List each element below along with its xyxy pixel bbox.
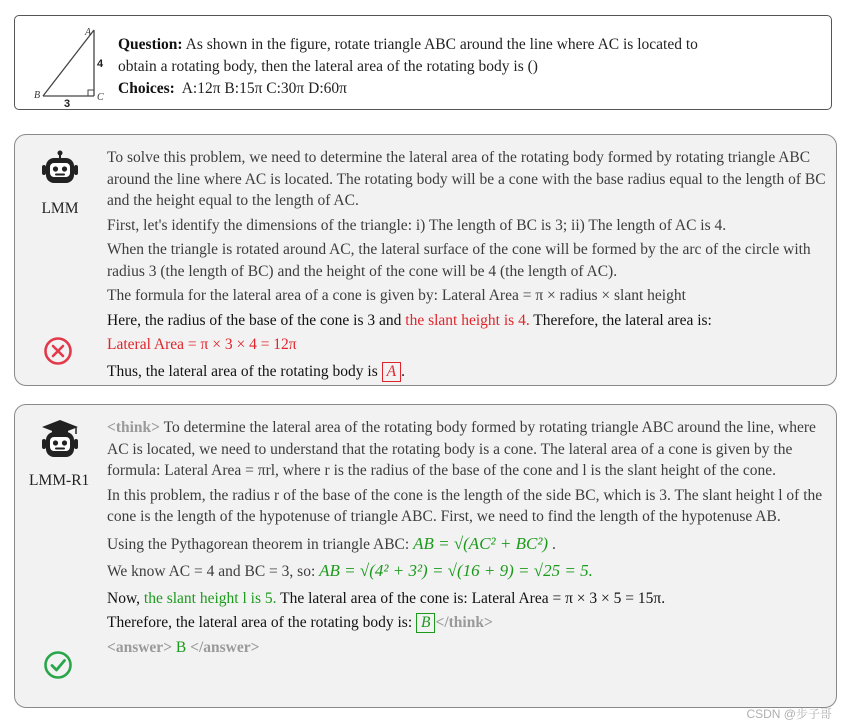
lmm-label: LMM — [41, 200, 79, 217]
vertex-c: C — [97, 92, 104, 103]
choices-text: A:12π B:15π C:30π D:60π — [181, 80, 347, 97]
lmm-wrong-formula: Lateral Area = π × 3 × 4 = 12π — [107, 336, 297, 353]
r1-paragraph-4 — [107, 560, 833, 583]
r1-hypotenuse-calc: AB = √(4² + 3²) = √(16 + 9) = √25 = 5. — [319, 561, 593, 580]
lmm-answer-box: A — [382, 362, 401, 382]
lmm-p5-start: Here, the radius of the base of the cone is 3 and — [107, 311, 406, 329]
choices-label: Choices: — [118, 80, 175, 97]
label-ac-length: 4 — [97, 58, 104, 70]
question-text — [118, 34, 818, 100]
r1-p3-start: Using the Pythagorean theorem in triangle ABC: — [107, 535, 414, 553]
side-ab — [43, 30, 94, 96]
r1-correct-slant-height: the slant height l is 5. — [143, 589, 277, 607]
lmm-r1-label: LMM-R1 — [29, 472, 90, 489]
r1-final-answer: B — [172, 638, 191, 656]
lmm-p5-end: Therefore, the lateral area is: — [529, 311, 712, 329]
r1-p5-end: The lateral area of the cone is: Lateral Area = π × 3 × 5 = 15π. — [276, 589, 666, 607]
lmm-avatar — [35, 149, 85, 218]
r1-answer-line — [107, 637, 833, 659]
correct-check-icon — [43, 650, 73, 680]
r1-p5-start: Now, — [107, 589, 144, 607]
lmm-r1-avatar — [29, 419, 90, 490]
lmm-r1-response-text — [107, 417, 833, 661]
lmm-response-text — [107, 147, 833, 385]
r1-p6-start: Therefore, the lateral area of the rotating body is: — [107, 614, 417, 631]
wrong-x-icon — [43, 336, 73, 366]
robot-icon — [38, 149, 82, 193]
r1-answer-box: B — [416, 613, 435, 633]
r1-paragraph-6 — [107, 612, 833, 634]
lmm-p7-start: Thus, the lateral area of the rotating body is — [107, 362, 382, 380]
r1-p3-end: . — [548, 535, 556, 553]
lmm-paragraph-5 — [107, 310, 833, 332]
question-panel — [14, 15, 832, 110]
lmm-paragraph-2: First, let's identify the dimensions of the triangle: i) The length of BC is 3; ii) The length of AC is 4. — [107, 216, 727, 234]
lmm-wrong-slant-height: the slant height is 4. — [405, 311, 530, 329]
question-line2: obtain a rotating body, then the lateral area of the rotating body is () — [118, 58, 538, 75]
r1-paragraph-2: In this problem, the radius r of the base of the cone is the length of the side BC, which is 3. The slant height l of the cone is the length of the hypotenuse of triangle ABC. First, we need to find the length of the hypotenuse AB. — [107, 486, 823, 525]
r1-p1-text: To determine the lateral area of the rotating body formed by rotating triangle ABC around the line, where AC is located, we need to understand that the rotating body is a cone. The lateral area of a cone is given by the formula: Lateral Area = πrl, where r is the radius of the base of the cone and l is the slant height of the cone. — [107, 419, 816, 479]
r1-paragraph-1 — [107, 417, 833, 482]
lmm-p7-end: . — [401, 362, 405, 380]
answer-open-tag: <answer> — [107, 638, 173, 656]
lmm-r1-response-panel — [14, 404, 837, 708]
watermark: CSDN @步子哥 — [746, 707, 832, 721]
lmm-paragraph-3: When the triangle is rotated around AC, the lateral surface of the cone will be formed by the arc of the circle with radius 3 (the length of BC) and the height of the cone will be 4 (the length of AC). — [107, 241, 811, 280]
r1-paragraph-5 — [107, 588, 833, 610]
lmm-paragraph-7 — [107, 361, 833, 383]
question-line1: As shown in the figure, rotate triangle ABC around the line where AC is located to — [185, 36, 698, 53]
lmm-paragraph-1: To solve this problem, we need to determine the lateral area of the rotating body formed by rotating triangle ABC around the line where AC is located. The rotating body will be a cone with the base radius equal to the length of BC and the height equal to the length of AC. — [107, 149, 826, 209]
vertex-b: B — [34, 90, 41, 101]
question-label: Question: — [118, 36, 183, 53]
lmm-response-panel — [14, 134, 837, 386]
vertex-a: A — [85, 27, 92, 38]
r1-paragraph-3 — [107, 533, 833, 556]
label-bc-length: 3 — [64, 98, 71, 109]
r1-p4-start: We know AC = 4 and BC = 3, so: — [107, 563, 320, 580]
triangle-figure — [17, 16, 117, 109]
r1-pythagoras-formula: AB = √(AC² + BC²) — [413, 533, 549, 553]
answer-close-tag: </answer> — [190, 638, 260, 656]
right-angle-mark — [88, 90, 94, 96]
think-open-tag: <think> — [107, 419, 160, 436]
think-close-tag: </think> — [435, 614, 493, 631]
lmm-paragraph-4: The formula for the lateral area of a cone is given by: Lateral Area = π × radius × slant height — [107, 287, 686, 304]
graduate-robot-icon — [38, 419, 82, 465]
